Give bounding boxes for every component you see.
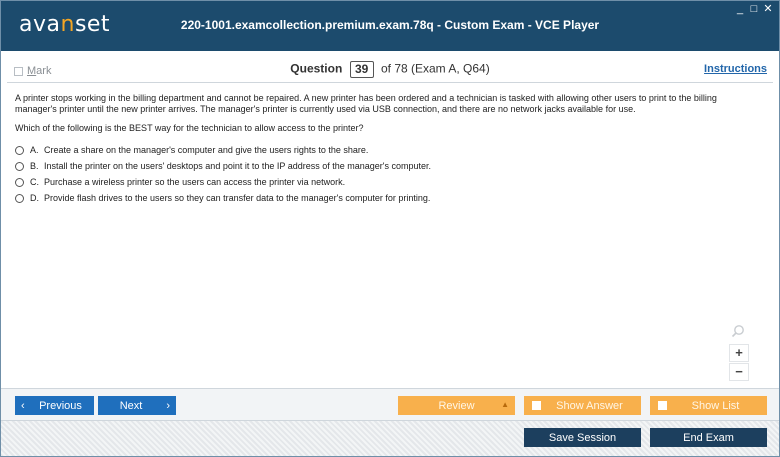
question-number-input[interactable]: 39 [350,61,374,78]
chevron-left-icon: ‹ [21,399,25,412]
window-controls [735,4,773,14]
answer-option-c[interactable] [15,174,761,190]
checkbox-icon[interactable] [532,401,541,410]
action-bar [1,420,779,456]
answer-option-d[interactable] [15,190,761,206]
question-header [7,57,773,83]
option-text: Purchase a wireless printer so the users can access the printer via network. [44,176,346,187]
minimize-icon[interactable]: _ [736,3,744,15]
option-text: Install the printer on the users' desktops and point it to the IP address of the manager's computer. [44,160,431,171]
triangle-up-icon: ▲ [501,400,509,409]
end-exam-button[interactable]: End Exam [650,428,767,447]
option-letter: A. [30,144,39,155]
radio-icon[interactable] [15,178,24,187]
navigation-bar [1,388,779,420]
window-title: 220-1001.examcollection.premium.exam.78q - Custom Exam - VCE Player [180,18,600,32]
title-bar [1,1,779,51]
question-counter [7,61,773,78]
show-answer-label: Show Answer [556,399,623,412]
show-answer-button[interactable] [524,396,641,415]
checkbox-icon[interactable] [658,401,667,410]
option-letter: B. [30,160,39,171]
maximize-icon[interactable]: □ [750,3,758,15]
instructions-link[interactable]: Instructions [704,63,767,75]
previous-label: Previous [39,399,82,412]
zoom-out-button[interactable]: − [729,363,749,381]
review-button[interactable] [398,396,515,415]
answer-option-b[interactable] [15,158,761,174]
option-letter: D. [30,192,39,203]
chevron-right-icon: › [166,399,170,412]
zoom-in-button[interactable]: + [729,344,749,362]
save-session-button[interactable]: Save Session [524,428,641,447]
magnifier-icon [731,324,745,338]
radio-icon[interactable] [15,146,24,155]
question-text: A printer stops working in the billing department and cannot be repaired. A new printer has been ordered and a technician is tasked with allowing other users to print to the billing manager's printer until the new printer arrives. The manager's printer is currently used via USB connection, and there are no network jacks available for use. [15,93,717,114]
next-label: Next [119,399,143,412]
question-label: Question [290,61,343,76]
answer-option-a[interactable] [15,142,761,158]
mark-label[interactable]: Mark [27,65,52,77]
option-letter: C. [30,176,39,187]
show-list-button[interactable] [650,396,767,415]
previous-button[interactable] [15,396,94,415]
question-total: of 78 (Exam A, Q64) [380,61,490,76]
option-text: Provide flash drives to the users so they can transfer data to the manager's computer for printing. [44,192,431,203]
review-label: Review [438,399,475,412]
radio-icon[interactable] [15,162,24,171]
next-button[interactable] [98,396,176,415]
show-list-label: Show List [691,399,740,412]
question-prompt: Which of the following is the BEST way for the technician to allow access to the printer? [15,123,364,133]
app-logo: avanset [19,12,111,37]
option-text: Create a share on the manager's computer and give the users rights to the share. [44,144,369,155]
radio-icon[interactable] [15,194,24,203]
question-body [15,93,761,206]
close-icon[interactable]: ✕ [763,3,773,15]
